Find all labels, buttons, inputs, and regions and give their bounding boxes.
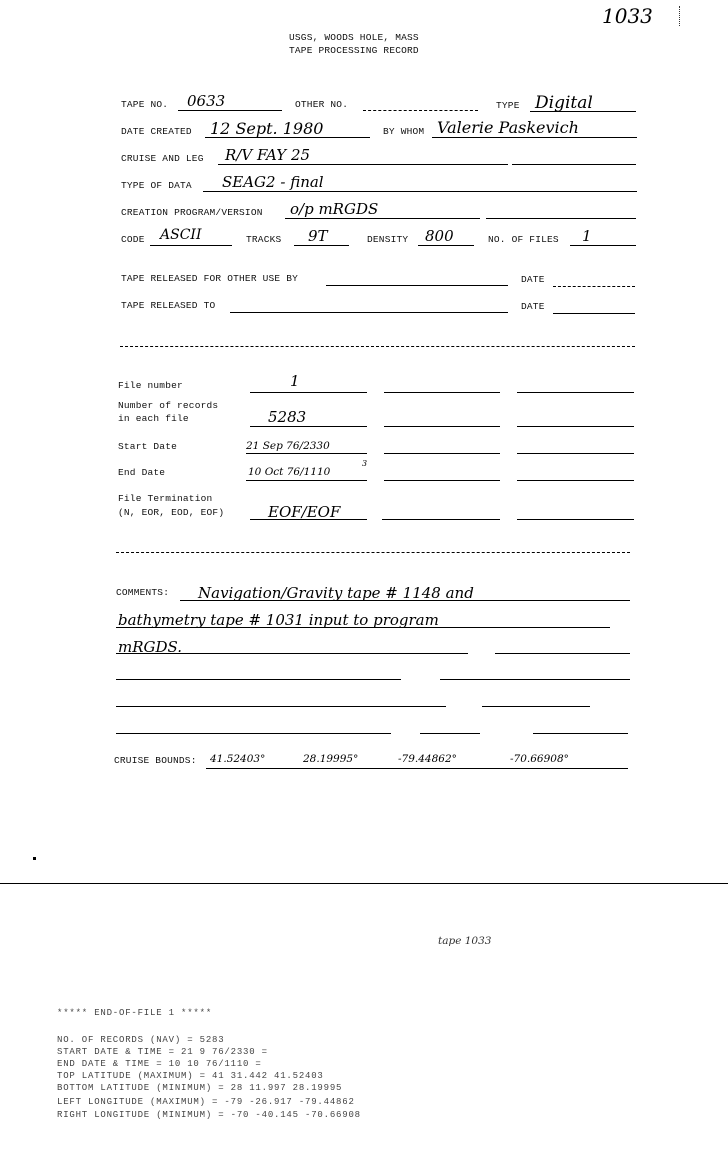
by-whom-value: Valerie Paskevich xyxy=(437,118,579,137)
creation-program-label: CREATION PROGRAM/VERSION xyxy=(121,207,263,218)
header-line-1: USGS, WOODS HOLE, MASS xyxy=(289,32,419,43)
code-value: ASCII xyxy=(160,227,202,243)
bounds-line xyxy=(206,768,628,769)
comments-rule-3b xyxy=(495,653,630,654)
records-line xyxy=(250,426,367,427)
bounds-label: CRUISE BOUNDS: xyxy=(114,755,197,766)
printout-line-7: LEFT LONGITUDE (MAXIMUM) = -79 -26.917 -79.44862 xyxy=(57,1097,355,1107)
tape-no-value: 0633 xyxy=(187,92,226,110)
printout-line-5: TOP LATITUDE (MAXIMUM) = 41 31.442 41.52403 xyxy=(57,1071,324,1081)
end-date-superscript: 3 xyxy=(362,459,368,468)
end-date-line xyxy=(246,480,367,481)
comments-rule-6c xyxy=(533,733,628,734)
comments-line-1: Navigation/Gravity tape # 1148 and xyxy=(198,584,474,602)
comments-line-3: mRGDS. xyxy=(118,638,183,656)
by-whom-line xyxy=(432,137,637,138)
code-line xyxy=(150,245,232,246)
end-date-value: 10 Oct 76/1110 xyxy=(248,466,331,478)
end-date-line-3 xyxy=(517,480,634,481)
termination-value: EOF/EOF xyxy=(268,503,341,521)
comments-label: COMMENTS: xyxy=(116,587,170,598)
other-no-label: OTHER NO. xyxy=(295,99,349,110)
start-date-line-3 xyxy=(517,453,634,454)
termination-line-2 xyxy=(382,519,500,520)
released-to-line xyxy=(230,312,508,313)
header-line-2: TAPE PROCESSING RECORD xyxy=(289,45,419,56)
bounds-value-1: 41.52403° xyxy=(210,753,266,765)
type-of-data-value: SEAG2 - final xyxy=(222,173,324,191)
type-of-data-label: TYPE OF DATA xyxy=(121,180,192,191)
density-value: 800 xyxy=(425,227,454,245)
tracks-value: 9T xyxy=(308,227,328,245)
cruise-leg-label: CRUISE AND LEG xyxy=(121,153,204,164)
comments-rule-5 xyxy=(116,706,446,707)
comments-rule-4b xyxy=(440,679,630,680)
start-date-value: 21 Sep 76/2330 xyxy=(246,440,330,452)
printout-line-4: END DATE & TIME = 10 10 76/1110 = xyxy=(57,1059,262,1069)
file-number-line-2 xyxy=(384,392,500,393)
date-created-value: 12 Sept. 1980 xyxy=(210,119,324,138)
type-of-data-line xyxy=(203,191,637,192)
density-label: DENSITY xyxy=(367,234,409,245)
creation-program-line xyxy=(285,218,480,219)
printout-line-3: START DATE & TIME = 21 9 76/2330 = xyxy=(57,1047,268,1057)
comments-rule-1 xyxy=(180,600,630,601)
other-no-line xyxy=(363,110,478,111)
termination-line xyxy=(250,519,367,520)
comments-rule-4 xyxy=(116,679,401,680)
comments-rule-6 xyxy=(116,733,391,734)
density-line xyxy=(418,245,474,246)
records-line-3 xyxy=(517,426,634,427)
file-number-label: File number xyxy=(118,380,183,391)
creation-program-line-2 xyxy=(486,218,636,219)
comments-line-2: bathymetry tape # 1031 input to program xyxy=(118,611,439,629)
tape-note: tape 1033 xyxy=(438,935,492,947)
code-label: CODE xyxy=(121,234,145,245)
date-line-2 xyxy=(553,313,635,314)
printout-line-6: BOTTOM LATITUDE (MINIMUM) = 28 11.997 28.19995 xyxy=(57,1083,343,1093)
file-number-line xyxy=(250,392,367,393)
bounds-value-4: -70.66908° xyxy=(510,753,569,765)
creation-program-value: o/p mRGDS xyxy=(290,200,379,218)
released-to-label: TAPE RELEASED TO xyxy=(121,300,216,311)
tracks-line xyxy=(294,245,349,246)
type-label: TYPE xyxy=(496,100,520,111)
bounds-value-2: 28.19995° xyxy=(303,753,359,765)
cruise-leg-value: R/V FAY 25 xyxy=(225,146,311,164)
tracks-label: TRACKS xyxy=(246,234,282,245)
comments-rule-6b xyxy=(420,733,480,734)
section-divider-2 xyxy=(116,552,630,553)
date-created-line xyxy=(205,137,370,138)
page-number: 1033 xyxy=(602,4,653,28)
termination-label-2: (N, EOR, EOD, EOF) xyxy=(118,507,225,518)
records-value: 5283 xyxy=(268,408,307,426)
margin-mark xyxy=(679,6,681,26)
end-date-line-2 xyxy=(384,480,500,481)
date-label-1: DATE xyxy=(521,274,545,285)
tape-no-label: TAPE NO. xyxy=(121,99,169,110)
printout-line-2: NO. OF RECORDS (NAV) = 5283 xyxy=(57,1035,225,1045)
records-label-2: in each file xyxy=(118,413,189,424)
stray-dot xyxy=(33,857,36,860)
comments-rule-5b xyxy=(482,706,590,707)
end-date-label: End Date xyxy=(118,467,166,478)
printout-line-1: ***** END-OF-FILE 1 ***** xyxy=(57,1008,213,1018)
cruise-leg-line-2 xyxy=(512,164,636,165)
no-files-line xyxy=(570,245,636,246)
records-line-2 xyxy=(384,426,500,427)
section-divider-1 xyxy=(120,346,635,347)
released-other-line xyxy=(326,285,508,286)
bounds-value-3: -79.44862° xyxy=(398,753,457,765)
type-line xyxy=(530,111,636,112)
date-created-label: DATE CREATED xyxy=(121,126,192,137)
by-whom-label: BY WHOM xyxy=(383,126,425,137)
termination-line-3 xyxy=(517,519,634,520)
printout-line-8: RIGHT LONGITUDE (MINIMUM) = -70 -40.145 -70.66908 xyxy=(57,1110,361,1120)
records-label-1: Number of records xyxy=(118,400,219,411)
start-date-line xyxy=(246,453,367,454)
file-number-value: 1 xyxy=(290,372,300,390)
type-value: Digital xyxy=(535,93,593,113)
page-separator xyxy=(0,883,728,884)
no-files-value: 1 xyxy=(582,227,592,245)
released-other-label: TAPE RELEASED FOR OTHER USE BY xyxy=(121,273,299,284)
tape-no-line xyxy=(178,110,282,111)
comments-rule-2 xyxy=(116,627,610,628)
date-line-1 xyxy=(553,286,635,287)
start-date-line-2 xyxy=(384,453,500,454)
file-number-line-3 xyxy=(517,392,634,393)
cruise-leg-line xyxy=(218,164,508,165)
no-files-label: NO. OF FILES xyxy=(488,234,559,245)
date-label-2: DATE xyxy=(521,301,545,312)
termination-label-1: File Termination xyxy=(118,493,213,504)
start-date-label: Start Date xyxy=(118,441,178,452)
comments-rule-3 xyxy=(116,653,468,654)
